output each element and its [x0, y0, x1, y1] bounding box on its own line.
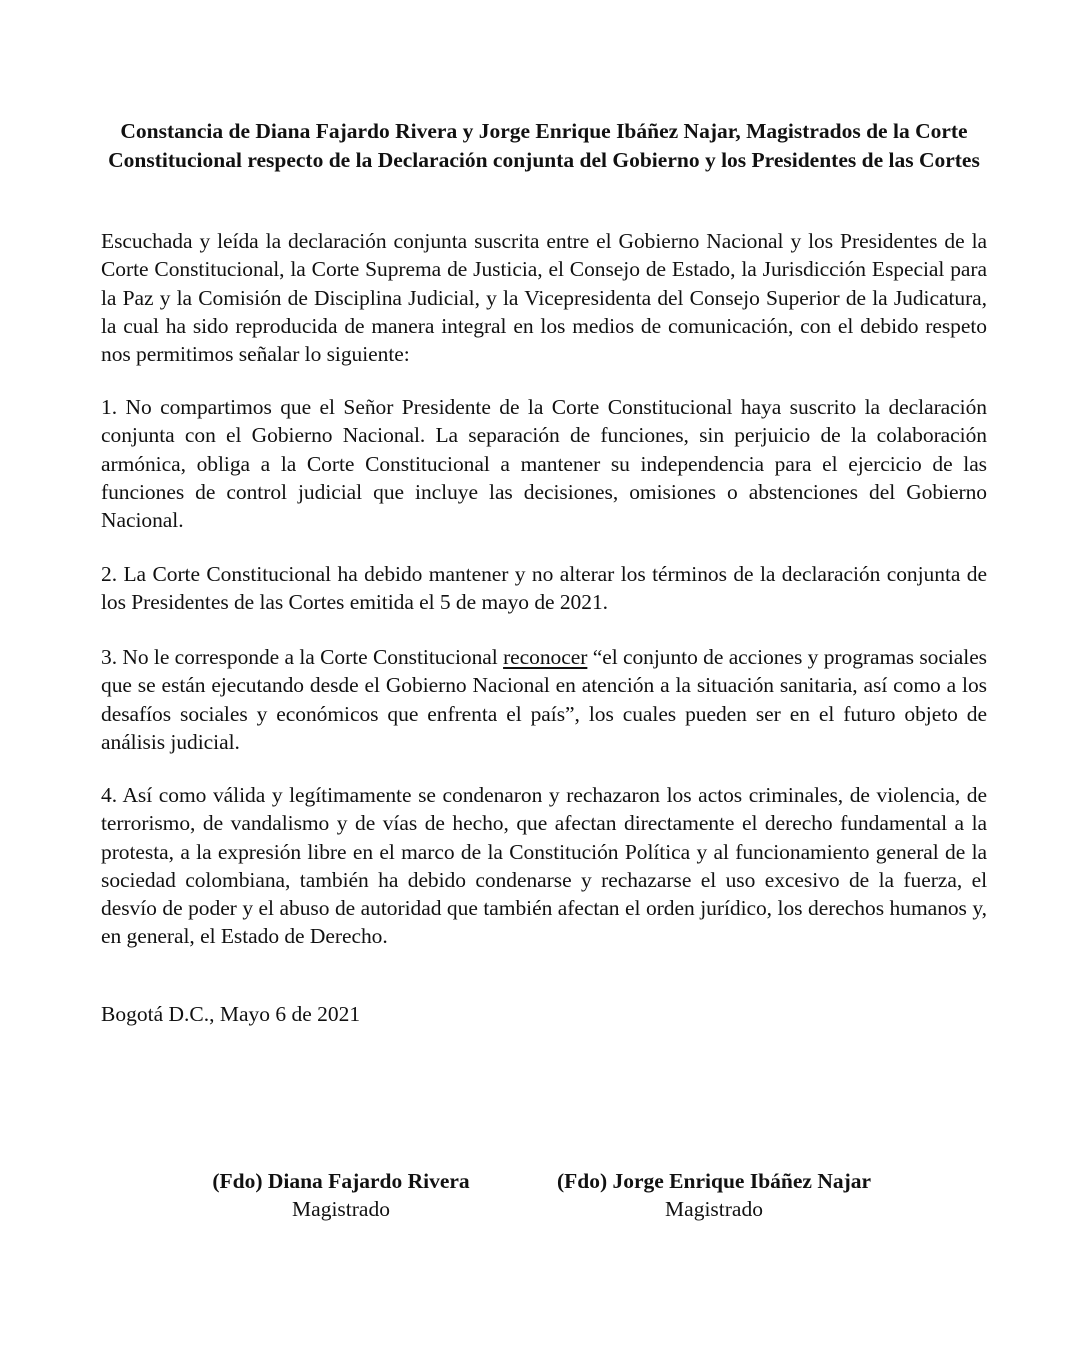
point-4-paragraph: 4. Así como válida y legítimamente se condenaron y rechazaron los actos criminales, de violencia, de terrorismo, de vandalismo y de vías de hecho, que afectan directamente el derecho fundamental a la protesta, a la expresión libre en el marco de la Constitución Política y al funcionamiento general de la sociedad colombiana, también ha debido condenarse y rechazarse el uso excesivo de la fuerza, el desvío de poder y el abuso de autoridad que también afectan el orden jurídico, los derechos humanos y, en general, el Estado de Derecho. — [101, 783, 987, 949]
signature-block-2 — [537, 1167, 891, 1223]
signature-role: Magistrado — [292, 1197, 390, 1221]
point-3-text-end: “el conjunto de acciones y programas sociales que se están ejecutando desde el Gobierno Nacional en atención a la situación sanitaria, así como a los desafíos sociales y económicos que enfrenta el país”, los cuales pueden ser en el futuro objeto de análisis judicial. — [101, 645, 988, 754]
signature-role: Magistrado — [665, 1197, 763, 1221]
intro-paragraph: Escuchada y leída la declaración conjunta suscrita entre el Gobierno Nacional y los Presidentes de la Corte Constitucional, la Corte Suprema de Justicia, el Consejo de Estado, la Jurisdicción Especial para la Paz y la Comisión de Disciplina Judicial, y la Vicepresidenta del Consejo Superior de la Judicatura, la cual ha sido reproducida de manera integral en los medios de comunicación, con el debido respeto nos permitimos señalar lo siguiente: — [101, 229, 987, 367]
point-3-text-start: 3. No le corresponde a la Corte Constitucional — [101, 645, 504, 669]
point-1-paragraph: 1. No compartimos que el Señor Presidente de la Corte Constitucional haya suscrito la declaración conjunta con el Gobierno Nacional. La separación de funciones, sin perjuicio de la colaboración armónica, obliga a la Corte Constitucional a mantener su independencia para el ejercicio de las funciones de control judicial que incluye las decisiones, omisiones o abstenciones del Gobierno Nacional. — [101, 395, 987, 533]
document-title: Constancia de Diana Fajardo Rivera y Jorge Enrique Ibáñez Najar, Magistrados de la Corte Constitucional respecto de la Declaración conjunta del Gobierno y los Presidentes de las Cortes — [108, 119, 980, 172]
point-2-paragraph: 2. La Corte Constitucional ha debido mantener y no alterar los términos de la declaración conjunta de los Presidentes de las Cortes emitida el 5 de mayo de 2021. — [101, 562, 987, 615]
signature-name: (Fdo) Jorge Enrique Ibáñez Najar — [556, 1169, 872, 1193]
point-3-paragraph — [101, 643, 987, 756]
signature-block-1 — [196, 1167, 486, 1223]
point-3-underlined-word: reconocer — [503, 645, 588, 669]
place-and-date: Bogotá D.C., Mayo 6 de 2021 — [101, 1002, 361, 1026]
signature-name: (Fdo) Diana Fajardo Rivera — [212, 1169, 470, 1193]
